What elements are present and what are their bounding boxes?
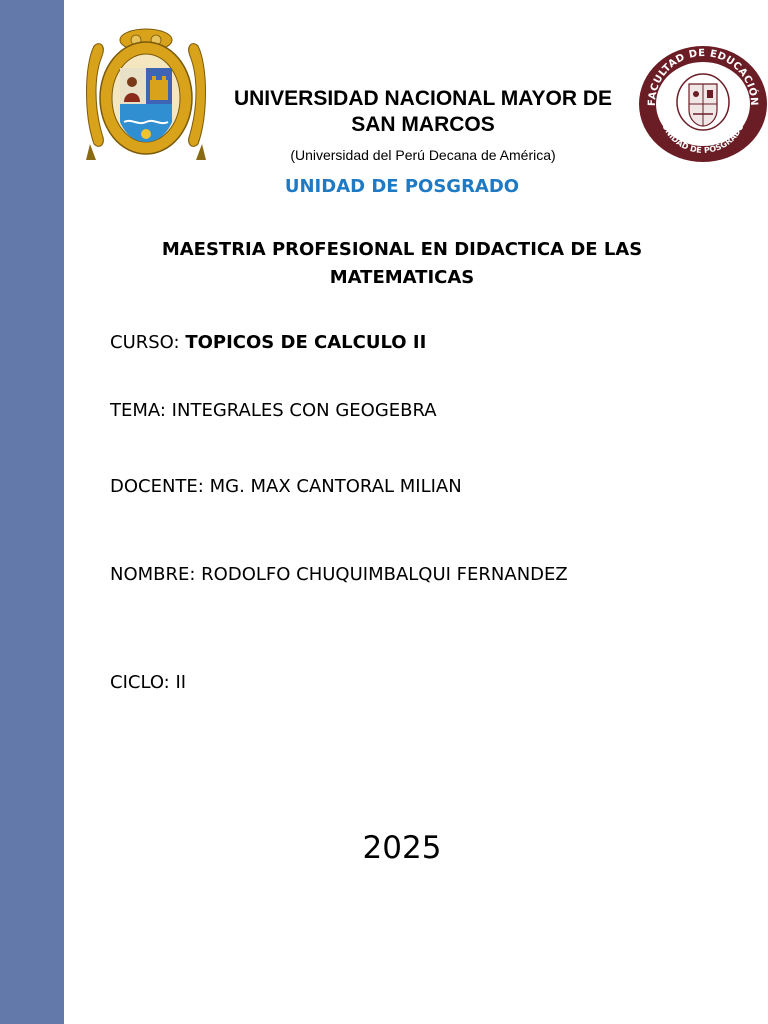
university-crest-logo xyxy=(80,26,212,164)
program-title: MAESTRIA PROFESIONAL EN DIDACTICA DE LAS MATEMATICAS xyxy=(161,239,643,288)
student-name-field: NOMBRE: RODOLFO CHUQUIMBALQUI FERNANDEZ xyxy=(110,564,568,585)
university-name: UNIVERSIDAD NACIONAL MAYOR DE SAN MARCOS xyxy=(233,87,613,136)
faculty-seal-logo xyxy=(637,44,768,164)
university-subtitle: (Universidad del Perú Decana de América) xyxy=(290,147,556,163)
cycle-field: CICLO: II xyxy=(110,672,187,693)
year: 2025 xyxy=(362,830,442,866)
course-label: CURSO: xyxy=(110,332,186,353)
teacher-field: DOCENTE: MG. MAX CANTORAL MILIAN xyxy=(110,476,462,497)
topic-field: TEMA: INTEGRALES CON GEOGEBRA xyxy=(110,400,437,421)
course-value: TOPICOS DE CALCULO II xyxy=(185,332,427,353)
graduate-unit-heading: UNIDAD DE POSGRADO xyxy=(284,176,520,197)
sidebar-stripe xyxy=(0,0,64,1024)
course-field xyxy=(110,332,426,353)
seal-text-top: FACULTAD DE EDUCACIÓN xyxy=(646,47,760,107)
seal-text-bottom: UNIDAD DE POSGRADO xyxy=(660,122,746,155)
